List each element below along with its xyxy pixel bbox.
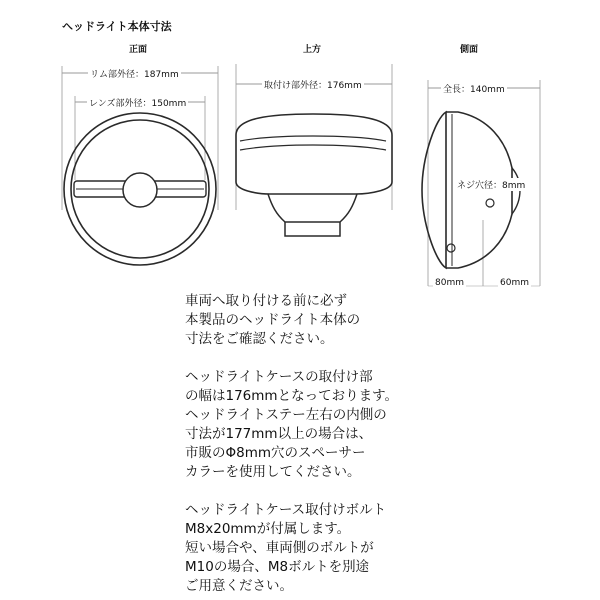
page-title: ヘッドライト本体寸法 [62, 20, 172, 33]
side-bolt [447, 244, 455, 252]
note-line: カラーを使用してください。 [185, 464, 361, 480]
notes [185, 292, 485, 596]
headlight-drawing [0, 0, 600, 290]
top-rim-line2 [240, 145, 386, 150]
screw-hole-label: ネジ穴径：8mm [455, 178, 527, 191]
overall-length-label: 全長：140mm [441, 82, 507, 95]
top-view-label: 上方 [303, 45, 322, 55]
note-line: ヘッドライトケースの取付け部 [185, 369, 373, 385]
note-line: の幅は176mmとなっております。 [185, 388, 398, 404]
note-line: M8x20mmが付属します。 [185, 521, 351, 537]
note-line: 本製品のヘッドライト本体の [185, 312, 361, 328]
note-line: M10の場合、M8ボルトを別途 [185, 559, 370, 575]
note-line: ヘッドライトステー左右の内側の [185, 407, 387, 423]
top-mount [285, 222, 340, 236]
top-rim-line1 [240, 136, 386, 141]
front-view-label: 正面 [129, 45, 148, 55]
top-body [236, 114, 392, 194]
note-line: 寸法が177mm以上の場合は、 [185, 426, 373, 442]
rear-depth-label: 60mm [500, 278, 529, 288]
mount-width-label: 取付け部外径：176mm [262, 78, 364, 91]
note-line: 寸法をご確認ください。 [185, 331, 334, 347]
front-depth-label: 80mm [435, 278, 464, 288]
note-line: 車両へ取り付ける前に必ず [185, 293, 347, 309]
side-rim [422, 112, 446, 268]
lens-diameter-label: レンズ部外径：150mm [87, 96, 188, 109]
screw-hole [486, 199, 494, 207]
note-line: ご用意ください。 [185, 578, 293, 594]
lens-center [123, 173, 157, 207]
note-line: ヘッドライトケース取付けボルト [185, 502, 387, 518]
side-view-label: 側面 [460, 45, 479, 55]
rim-diameter-label: リム部外径：187mm [88, 67, 181, 80]
note-line: 市販のΦ8mm穴のスペーサー [185, 445, 366, 461]
top-shell [268, 194, 357, 222]
side-back [512, 168, 520, 214]
note-line: 短い場合や、車両側のボルトが [185, 540, 374, 556]
